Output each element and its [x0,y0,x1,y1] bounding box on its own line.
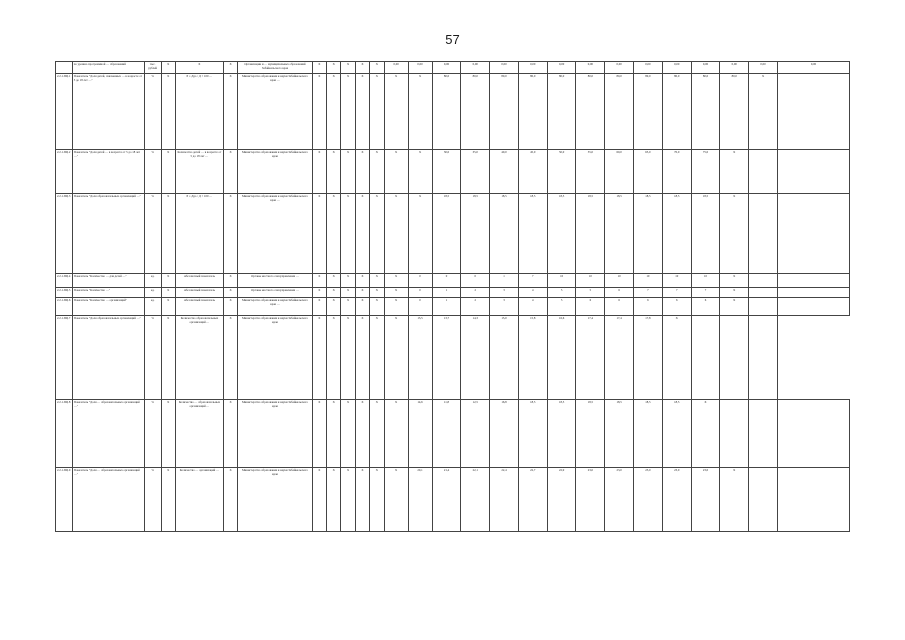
table-cell: Министерство образования и науки Забайкальского края … [238,298,312,316]
table-cell: 11,8 [432,400,461,468]
table-cell: Х [370,298,384,316]
table-cell: 17,4 [576,316,605,400]
table-cell: Х [662,316,691,400]
table-cell: Х [175,62,223,74]
table-cell: 0 [461,274,490,288]
table-cell: Х [312,400,326,468]
table-cell: Количество … образовательных организаций … [175,400,223,468]
table-cell: 18,5 [461,194,490,274]
table-cell: Х [327,274,341,288]
table-cell: Показатель "Доля образовательных организаций …" [72,316,144,400]
table-cell: Х [312,74,326,150]
table-cell: Х [223,298,237,316]
table-row [56,400,850,468]
table-cell: Х [312,468,326,532]
table-cell: Показатель "Количество … организаций" [72,298,144,316]
table-cell: Х [355,274,369,288]
table-cell: Количество … организаций … [175,468,223,532]
table-cell: 75,0 [691,150,720,194]
table-cell: Х [161,274,175,288]
table-cell: Р = Ддо / Д × 100 … [175,194,223,274]
table-cell: Х [161,150,175,194]
table-cell: Х [312,274,326,288]
table-cell: 80,0 [691,74,720,150]
table-cell: Показатель "Доля образовательных организаций …" [72,194,144,274]
table-cell: Показатель "Доля … образовательных организаций …" [72,400,144,468]
table-cell: 0,00 [720,62,749,74]
table-cell: 10 [576,274,605,288]
table-cell: Х [341,288,355,298]
table-cell: 18,5 [605,400,634,468]
table-cell: Х [370,400,384,468]
table-cell: 18,5 [518,400,547,468]
table-cell: 65,0 [634,150,663,194]
table-cell: 23,0 [662,468,691,532]
table-cell: 35,0 [461,150,490,194]
table-cell: Х [384,150,408,194]
table-cell: Х [161,400,175,468]
table-cell: 10 [547,274,576,288]
table-cell: Х [355,468,369,532]
table-cell: 10 [605,274,634,288]
table-cell: 45,0 [518,150,547,194]
table-cell: Х [384,316,408,400]
table-cell: 13,7 [432,316,461,400]
table-cell: ед. [144,298,161,316]
table-cell: 0,00 [605,62,634,74]
table-cell: Х [720,288,749,298]
table-cell: 0,00 [662,62,691,74]
table-cell: 0,00 [432,62,461,74]
table-cell: Х [384,468,408,532]
table-cell: 5 [547,298,576,316]
page-number: 57 [445,32,460,47]
table-cell: Х [370,150,384,194]
table-cell: Х [341,400,355,468]
table-cell: Органы местного самоуправления … [238,288,312,298]
table-cell: 22,7 [518,468,547,532]
table-cell [691,316,720,400]
table-cell: 18,5 [662,400,691,468]
table-cell: Министерство образования и науки Забайкальского края [238,400,312,468]
table-cell: 2.2.1.ПЦ.8 [56,400,73,468]
table-cell: 6 [634,298,663,316]
table-cell: 18,5 [605,194,634,274]
table-cell: 0,00 [490,62,519,74]
table-cell: Х [327,316,341,400]
table-row [56,274,850,288]
table-cell: 5 [576,288,605,298]
table-cell: Х [384,400,408,468]
table-cell: 18,5 [576,194,605,274]
table-cell: Х [355,288,369,298]
table-cell [749,150,778,194]
table-cell: ед. [144,274,161,288]
table-row [56,468,850,532]
table-cell: Х [370,316,384,400]
table-cell: 7 [691,288,720,298]
table-cell: Х [720,468,749,532]
table-cell: 0,00 [634,62,663,74]
table-cell: 0,00 [384,62,408,74]
table-cell: % [144,150,161,194]
table-cell: Х [720,150,749,194]
table-cell: 0,00 [749,62,778,74]
table-cell: 80,0 [662,74,691,150]
table-cell: % [144,194,161,274]
table-cell: 0 [408,288,432,298]
table-cell: Абсолютный показатель [175,298,223,316]
table-cell: 0 [408,298,432,316]
table-cell: 70,0 [662,150,691,194]
table-cell: 14,6 [408,400,432,468]
table-cell [777,150,849,194]
table-cell: Х [161,194,175,274]
table-cell: 18,5 [691,194,720,274]
table-cell [749,468,778,532]
table-cell: Х [749,74,778,150]
table-cell [749,288,778,298]
table-cell: Х [341,274,355,288]
table-cell: Показатель "Количество … для детей …" [72,274,144,288]
table-cell: 10 [634,274,663,288]
table-cell: 7 [662,288,691,298]
table-cell: Абсолютный показатель [175,288,223,298]
table-cell: Х [223,400,237,468]
table-cell: 80,0 [605,74,634,150]
table-cell: 17,4 [605,316,634,400]
table-cell: 1 [432,288,461,298]
table-cell: Х [370,288,384,298]
table-cell: 2.2.1.ПЦ.9 [56,468,73,532]
table-cell: 5 [547,288,576,298]
table-row [56,150,850,194]
table-cell: 6 [662,298,691,316]
table-cell: 6 [605,288,634,298]
table-cell: 50,0 [547,150,576,194]
table-cell: Х [312,194,326,274]
table-cell: % [144,316,161,400]
table-cell: Х [720,274,749,288]
table-cell: Х [384,288,408,298]
table-cell: Х [312,62,326,74]
table-cell: Х [355,400,369,468]
table-cell: Х [408,150,432,194]
table-cell: 10 [662,274,691,288]
table-cell: Р = Ддо / Д × 100 … [175,74,223,150]
table-cell: 2.2.1.ПЦ.1 [56,74,73,150]
table-cell: 0,00 [691,62,720,74]
table-cell: Х [384,274,408,288]
table-cell: 2 [461,288,490,298]
table-cell: 2.2.1.ПЦ.6 [56,298,73,316]
table-cell: 40,0 [490,150,519,194]
table-cell [749,274,778,288]
table-cell: 13,5 [408,316,432,400]
table-cell: 80,0 [634,74,663,150]
table-cell: Х [341,194,355,274]
table-cell: 2 [461,298,490,316]
table-cell: 23,0 [634,468,663,532]
table-cell: 30,0 [432,150,461,194]
table-cell: 1 [432,298,461,316]
table-cell: Х [341,468,355,532]
table-cell: Х [355,316,369,400]
table-cell: Х [355,298,369,316]
table-cell: Х [370,194,384,274]
table-cell [777,468,849,532]
table-cell: 1 [490,274,519,288]
table-cell: 22,1 [461,468,490,532]
table-cell: Х [327,62,341,74]
table-cell: 6 [605,298,634,316]
table-cell: 2.2.1.ПЦ.3 [56,194,73,274]
table-cell: Министерство образования и науки Забайкальского края [238,150,312,194]
table-cell: % [144,74,161,150]
table-cell: 23,0 [576,468,605,532]
table-cell: Х [223,274,237,288]
table-cell: Х [384,194,408,274]
table-cell: 0,00 [777,62,849,74]
table-cell: Х [370,274,384,288]
table-cell: % [144,400,161,468]
table-cell: 10 [691,274,720,288]
table-cell: 16,8 [490,400,519,468]
table-cell: Количество детей … в возрасте от 5 до 18 лет … [175,150,223,194]
table-cell: по уровню программной … образований [72,62,144,74]
table-cell: Х [312,150,326,194]
table-cell [777,194,849,274]
table-cell: 16,6 [547,316,576,400]
table-cell: Х [161,288,175,298]
table-cell: 80,0 [720,74,749,150]
table-cell: 23,0 [605,468,634,532]
table-cell: Х [327,400,341,468]
table-cell: Х [720,194,749,274]
table-row [56,74,850,150]
table-cell: 18,5 [634,400,663,468]
table-cell: 3 [490,288,519,298]
table-cell: Х [327,194,341,274]
table-cell: Х [384,298,408,316]
table-cell: Х [384,74,408,150]
table-cell: Количество образовательных организаций … [175,316,223,400]
table-row [56,288,850,298]
table-cell: 23,0 [691,468,720,532]
table-cell: 15,0 [490,316,519,400]
table-cell: 0,00 [461,62,490,74]
table-cell: 6 [576,298,605,316]
table-cell: 18,5 [662,194,691,274]
document-table [55,61,850,532]
table-cell: Х [223,62,237,74]
table-cell: Х [161,62,175,74]
table-cell: Показатель "Доля детей … в возрасте от 5 до 18 лет …" [72,150,144,194]
table-cell: 22,9 [547,468,576,532]
table-cell: Х [408,194,432,274]
table-cell: 6 [691,298,720,316]
table-cell: 18,5 [490,194,519,274]
table-cell: 80,0 [547,74,576,150]
table-header-row [56,62,850,74]
table-cell: 4 [518,288,547,298]
table-cell: 14,3 [461,316,490,400]
table-cell: Министерство образования и науки Забайкальского края [238,468,312,532]
table-cell: Х [327,298,341,316]
table-cell: 0,00 [576,62,605,74]
table-cell: 15,8 [518,316,547,400]
table-cell: Х [161,468,175,532]
table-cell: 80,0 [518,74,547,150]
table-cell: Министерство образования и науки Забайкальского края [238,316,312,400]
table-cell [720,400,749,468]
table-cell: Х [370,62,384,74]
table-cell: 7 [634,288,663,298]
table-cell: 18,5 [547,194,576,274]
table-cell: 80,0 [576,74,605,150]
table-cell: Х [355,74,369,150]
table-cell: Х [370,74,384,150]
table-cell: тыс. рублей [144,62,161,74]
table-cell: 60,0 [605,150,634,194]
table-cell: Х [327,288,341,298]
table-cell: Х [327,150,341,194]
table-cell: Х [341,74,355,150]
table-cell: 4 [518,298,547,316]
table-cell: Х [161,74,175,150]
table-cell: Х [691,400,720,468]
table-cell: 18,5 [518,194,547,274]
table-cell: Х [223,194,237,274]
table-row [56,316,850,400]
table-cell: 0,00 [547,62,576,74]
table-cell: 0,00 [518,62,547,74]
table-cell: Х [720,298,749,316]
table-cell: 12,5 [461,400,490,468]
table-cell: Органы местного самоуправления … [238,274,312,288]
table-cell: Х [223,316,237,400]
table-cell: 80,0 [461,74,490,150]
table-cell: Х [312,298,326,316]
table-cell: Показатель "Доля … образовательных организаций …" [72,468,144,532]
table-cell [720,316,749,400]
table-cell: 2.2.1.ПЦ.2 [56,150,73,194]
table-cell: 80,0 [432,74,461,150]
table-cell: Х [327,74,341,150]
table-cell [749,316,778,400]
table-cell: Х [341,150,355,194]
table-cell: Х [355,150,369,194]
table-cell [56,62,73,74]
table-cell: 21,4 [432,468,461,532]
table-cell: 80,0 [490,74,519,150]
table-cell: Х [223,468,237,532]
table-cell: 20,1 [408,468,432,532]
table-cell: ед. [144,288,161,298]
table-cell: Х [355,194,369,274]
table-cell: Х [341,298,355,316]
table-cell [749,194,778,274]
table-cell: 7 [518,274,547,288]
table-cell: 55,0 [576,150,605,194]
table-row [56,298,850,316]
table-cell: 2.2.1.ПЦ.7 [56,316,73,400]
table-cell: Х [223,74,237,150]
table-cell: 0 [408,274,432,288]
table-cell: Организации и … муниципальных образований Забайкальского края [238,62,312,74]
table-cell: Х [312,316,326,400]
table-cell: 18,5 [634,194,663,274]
table-cell: Х [370,468,384,532]
table-cell [777,298,849,316]
table-cell: 0,00 [408,62,432,74]
table-cell: Х [355,62,369,74]
table-cell: Х [223,150,237,194]
table-cell [749,400,778,468]
table-cell: 17,8 [634,316,663,400]
table-cell: Х [341,316,355,400]
table-cell: Х [341,62,355,74]
table-cell: Показатель "Количество …" [72,288,144,298]
table-cell [777,288,849,298]
table-cell: 18,5 [547,400,576,468]
table-cell: 18,5 [432,194,461,274]
table-cell [777,400,849,468]
table-cell: 22,4 [490,468,519,532]
table-cell: 2.2.1.ПЦ.5 [56,288,73,298]
table-cell [777,274,849,288]
table-cell [777,74,849,150]
table-cell: % [144,468,161,532]
table-cell: Х [161,316,175,400]
table-cell: Министерство образования и науки Забайкальского края … [238,74,312,150]
table-cell: Абсолютный показатель [175,274,223,288]
table-cell: 2.2.1.ПЦ.4 [56,274,73,288]
table-cell: Показатель "Доля детей, охваченных … в возрасте от 5 до 18 лет …" [72,74,144,150]
table-cell: Министерство образования и науки Забайкальского края … [238,194,312,274]
table-cell: Х [223,288,237,298]
table-cell: Х [312,288,326,298]
table-cell: Х [161,298,175,316]
table-cell: 18,5 [576,400,605,468]
table-cell: 0 [432,274,461,288]
table-cell: 3 [490,298,519,316]
table-cell [749,298,778,316]
table-cell: Х [408,74,432,150]
table-cell: Х [327,468,341,532]
table-row [56,194,850,274]
